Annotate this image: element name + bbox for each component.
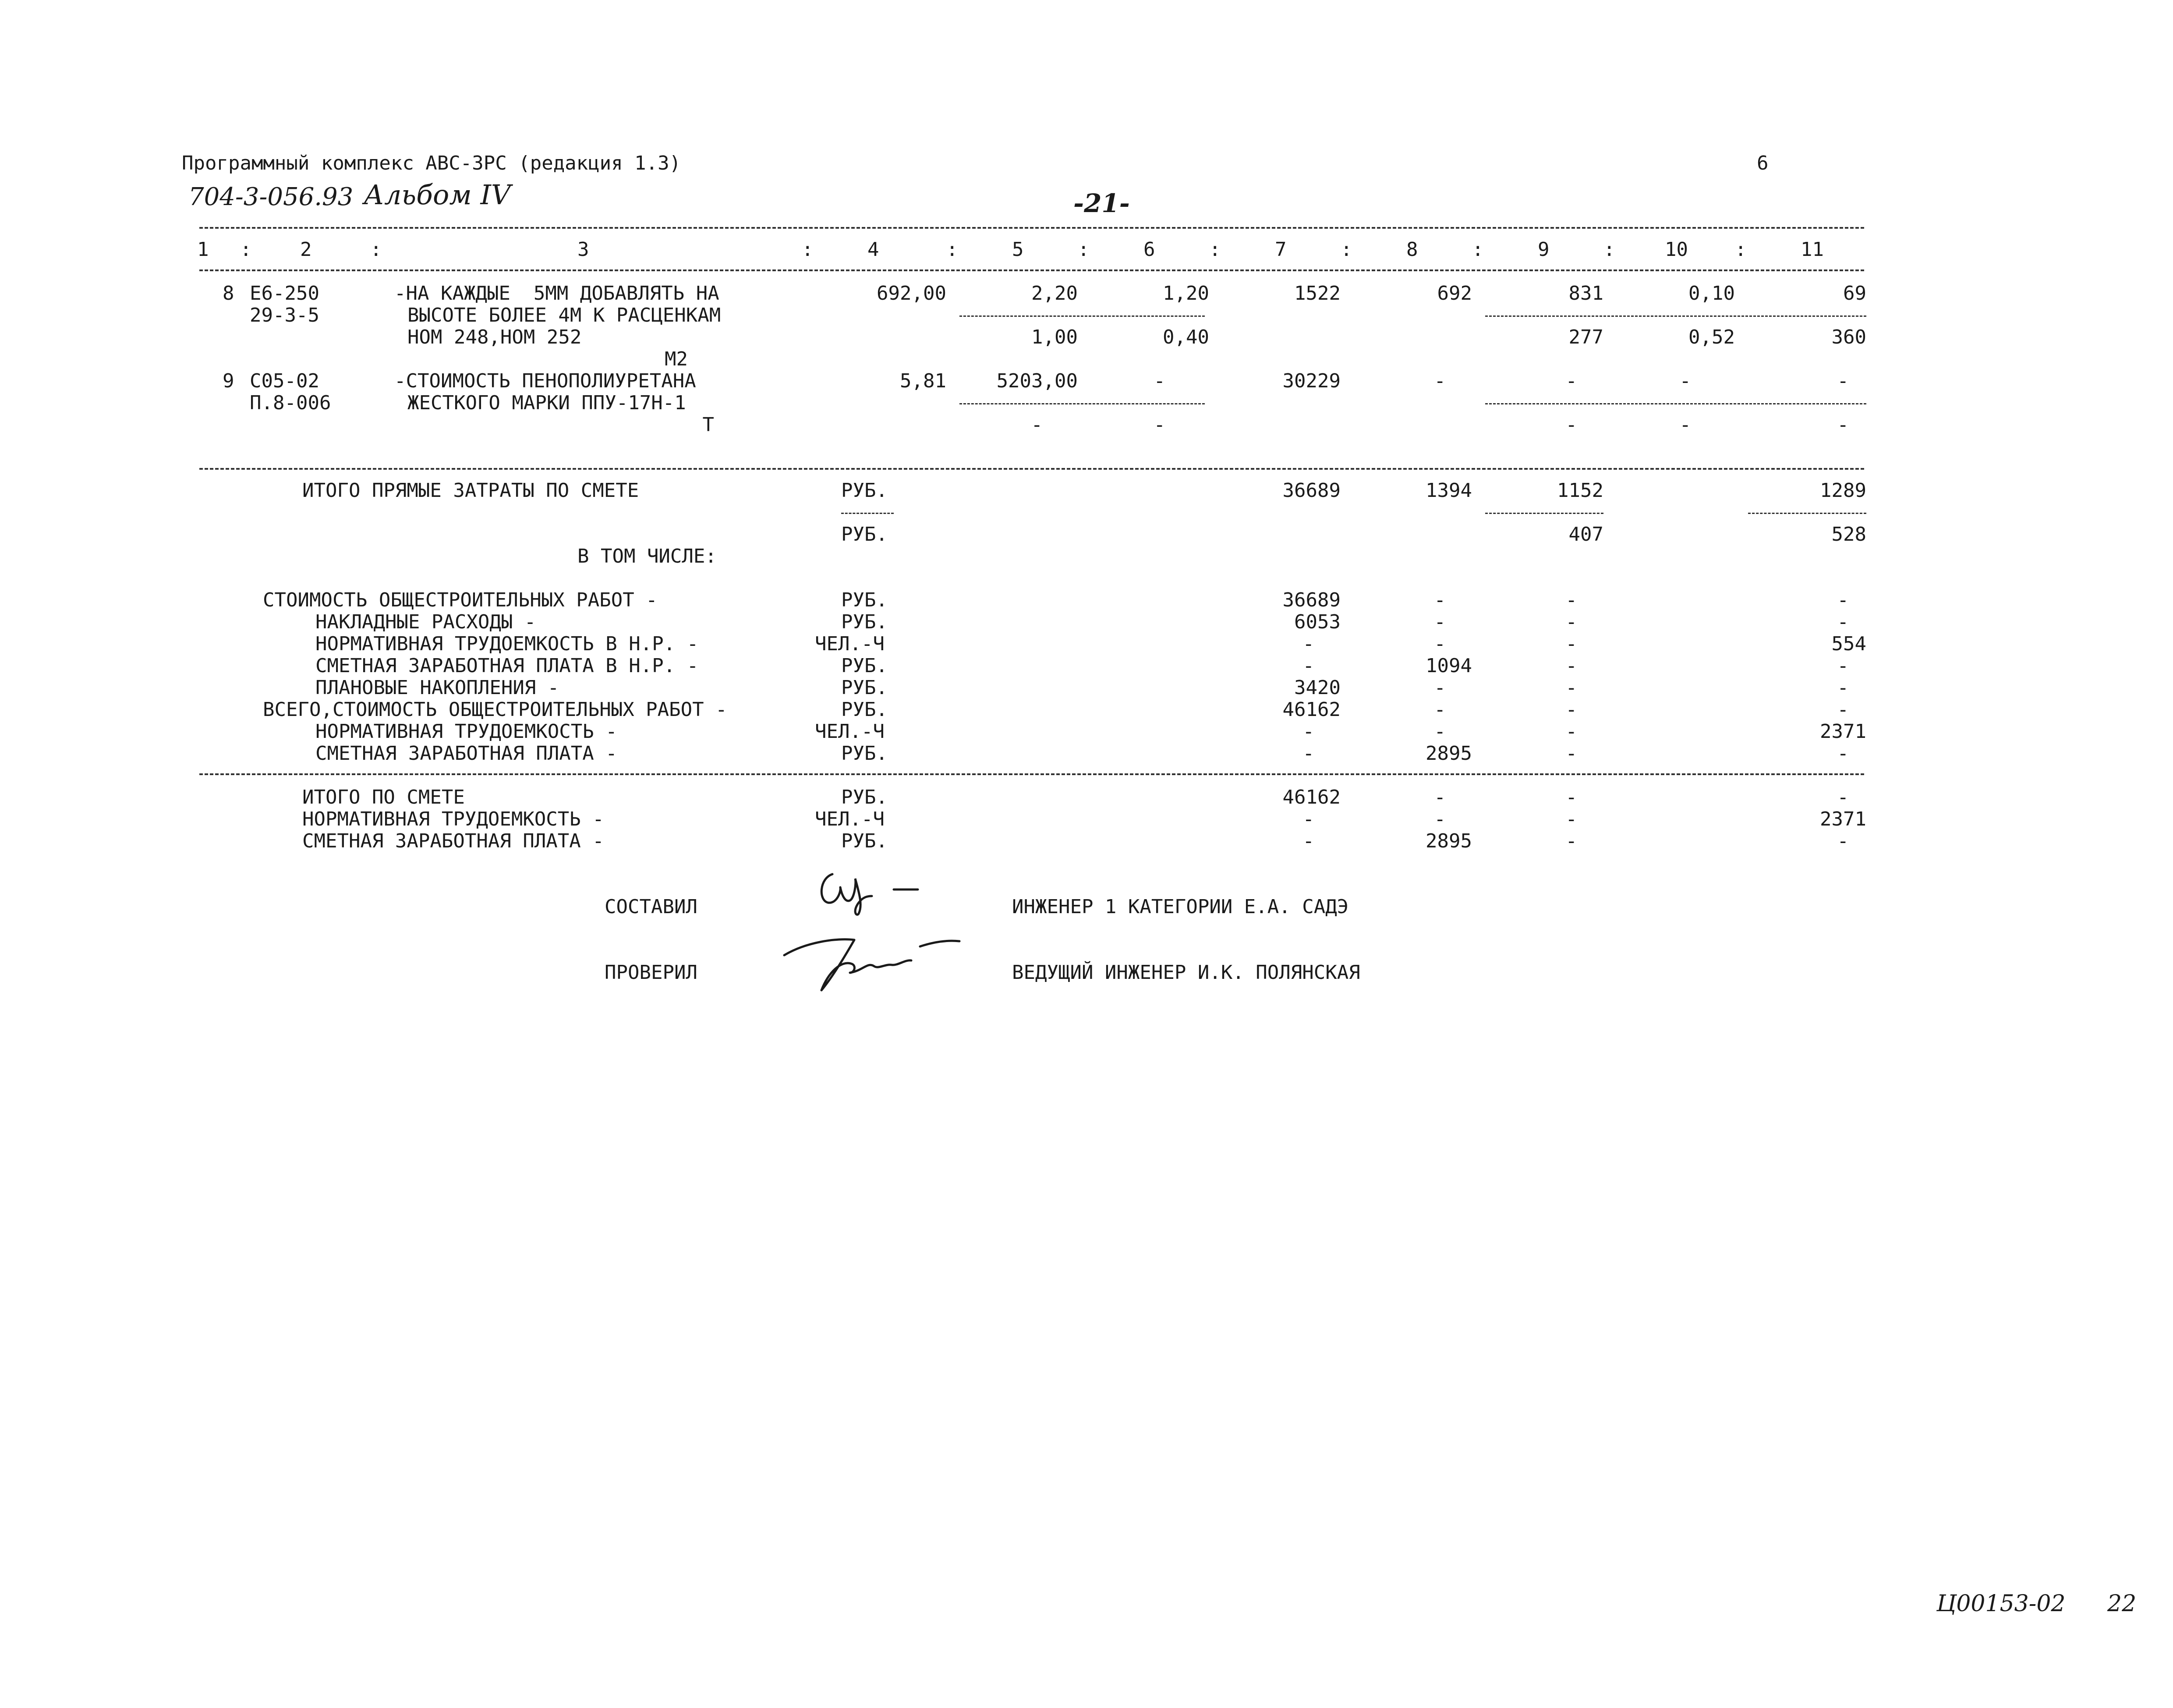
- checked-label: ПРОВЕРИЛ: [605, 961, 697, 984]
- line-col7: -: [1302, 720, 1314, 743]
- cell-col6: -: [1154, 370, 1165, 392]
- total-col7: 36689: [1282, 479, 1341, 502]
- section-rule: [199, 773, 1864, 775]
- final-label: СМЕТНАЯ ЗАРАБОТНАЯ ПЛАТА -: [302, 830, 604, 852]
- final-col11: 2371: [1820, 808, 1866, 830]
- sub-rule: [1485, 315, 1866, 317]
- line-col8: 1094: [1426, 655, 1472, 677]
- cell-col10-sub: 0,52: [1688, 326, 1735, 348]
- final-col11: -: [1837, 786, 1849, 808]
- sub-rule: [959, 315, 1205, 317]
- col-header-10: 10: [1665, 238, 1688, 261]
- col-sep: :: [1472, 238, 1484, 261]
- cell-col10: 0,10: [1688, 282, 1735, 305]
- cell-col11: 69: [1843, 282, 1866, 305]
- cell-col6-sub: 0,40: [1163, 326, 1209, 348]
- total-col9: 1152: [1557, 479, 1603, 502]
- line-col9: -: [1565, 633, 1577, 655]
- signature-checked: [780, 929, 964, 995]
- line-col7: -: [1302, 655, 1314, 677]
- album-label: Альбом IV: [364, 179, 511, 211]
- line-label: НАКЛАДНЫЕ РАСХОДЫ -: [315, 611, 536, 633]
- line-col11: -: [1837, 742, 1849, 765]
- line-col9: -: [1565, 742, 1577, 765]
- final-unit: РУБ.: [841, 786, 888, 808]
- col-sep: :: [1078, 238, 1090, 261]
- line-col8: 2895: [1426, 742, 1472, 765]
- line-col7: 3420: [1294, 677, 1341, 699]
- sub-rule: [841, 513, 894, 514]
- including-heading: В ТОМ ЧИСЛЕ:: [577, 545, 717, 567]
- row-code-sub: П.8-006: [250, 392, 331, 414]
- line-col7: 46162: [1282, 698, 1341, 721]
- cell-col5: 2,20: [1031, 282, 1078, 305]
- line-col9: -: [1565, 677, 1577, 699]
- header-rule-top: [199, 227, 1864, 229]
- col-sep: :: [1603, 238, 1615, 261]
- total-col11: 1289: [1820, 479, 1866, 502]
- final-col9: -: [1565, 830, 1577, 852]
- line-label: НОРМАТИВНАЯ ТРУДОЕМКОСТЬ В Н.Р. -: [315, 633, 699, 655]
- line-unit: ЧЕЛ.-Ч: [815, 633, 885, 655]
- row-code-sub: 29-3-5: [250, 304, 319, 326]
- final-col7: 46162: [1282, 786, 1341, 808]
- line-col8: -: [1434, 589, 1446, 611]
- final-col7: -: [1302, 830, 1314, 852]
- col-header-8: 8: [1406, 238, 1418, 261]
- line-unit: РУБ.: [841, 589, 888, 611]
- final-col9: -: [1565, 808, 1577, 830]
- total-unit: РУБ.: [841, 479, 888, 502]
- line-label: СТОИМОСТЬ ОБЩЕСТРОИТЕЛЬНЫХ РАБОТ -: [263, 589, 658, 611]
- sub-rule: [1485, 513, 1603, 514]
- total-col9-sub: 407: [1568, 523, 1603, 546]
- line-col11: 554: [1831, 633, 1866, 655]
- cell-col8: 692: [1437, 282, 1472, 305]
- cell-col10: -: [1679, 370, 1691, 392]
- line-unit: РУБ.: [841, 677, 888, 699]
- row-description: ВЫСОТЕ БОЛЕЕ 4М К РАСЦЕНКАМ: [407, 304, 721, 326]
- total-unit-sub: РУБ.: [841, 523, 888, 546]
- cell-col5-sub: -: [1031, 414, 1043, 436]
- col-header-6: 6: [1143, 238, 1155, 261]
- row-number: 8: [223, 282, 234, 305]
- cell-col5-sub: 1,00: [1031, 326, 1078, 348]
- final-label: НОРМАТИВНАЯ ТРУДОЕМКОСТЬ -: [302, 808, 604, 830]
- row-unit: М2: [665, 348, 688, 370]
- line-unit: РУБ.: [841, 611, 888, 633]
- total-label: ИТОГО ПРЯМЫЕ ЗАТРАТЫ ПО СМЕТЕ: [302, 479, 639, 502]
- section-rule: [199, 468, 1864, 470]
- line-unit: РУБ.: [841, 655, 888, 677]
- cell-col4: 692,00: [877, 282, 946, 305]
- line-col7: -: [1302, 742, 1314, 765]
- col-header-2: 2: [300, 238, 312, 261]
- col-header-1: 1: [197, 238, 209, 261]
- line-col9: -: [1565, 589, 1577, 611]
- row-code: Е6-250: [250, 282, 319, 305]
- compiled-label: СОСТАВИЛ: [605, 896, 697, 918]
- final-unit: ЧЕЛ.-Ч: [815, 808, 885, 830]
- final-col8: -: [1434, 808, 1446, 830]
- line-unit: ЧЕЛ.-Ч: [815, 720, 885, 743]
- col-sep: :: [370, 238, 382, 261]
- cell-col10-sub: -: [1679, 414, 1691, 436]
- cell-col9-sub: 277: [1568, 326, 1603, 348]
- row-description: -СТОИМОСТЬ ПЕНОПОЛИУРЕТАНА: [394, 370, 696, 392]
- cell-col9: 831: [1568, 282, 1603, 305]
- line-col9: -: [1565, 655, 1577, 677]
- col-sep: :: [1209, 238, 1221, 261]
- line-col11: -: [1837, 655, 1849, 677]
- line-col9: -: [1565, 611, 1577, 633]
- cell-col5: 5203,00: [996, 370, 1078, 392]
- row-unit: Т: [702, 414, 714, 436]
- line-label: СМЕТНАЯ ЗАРАБОТНАЯ ПЛАТА В Н.Р. -: [315, 655, 699, 677]
- cell-col9-sub: -: [1565, 414, 1577, 436]
- cell-col11-sub: 360: [1831, 326, 1866, 348]
- header-rule-bottom: [199, 269, 1864, 271]
- col-sep: :: [946, 238, 958, 261]
- row-code: С05-02: [250, 370, 319, 392]
- cell-col9: -: [1565, 370, 1577, 392]
- line-col8: -: [1434, 611, 1446, 633]
- cell-col7: 30229: [1282, 370, 1341, 392]
- sheet-number: -21-: [1073, 188, 1130, 218]
- line-col11: 2371: [1820, 720, 1866, 743]
- col-header-9: 9: [1538, 238, 1550, 261]
- col-header-3: 3: [577, 238, 589, 261]
- line-col8: -: [1434, 633, 1446, 655]
- cell-col11: -: [1837, 370, 1849, 392]
- compiled-by: ИНЖЕНЕР 1 КАТЕГОРИИ Е.А. САДЭ: [1012, 896, 1349, 918]
- final-col7: -: [1302, 808, 1314, 830]
- final-col8: -: [1434, 786, 1446, 808]
- doc-code: Ц00153-02: [1936, 1591, 2066, 1617]
- final-label: ИТОГО ПО СМЕТЕ: [302, 786, 465, 808]
- line-col9: -: [1565, 698, 1577, 721]
- final-col9: -: [1565, 786, 1577, 808]
- cell-col8: -: [1434, 370, 1446, 392]
- cell-col4: 5,81: [900, 370, 946, 392]
- signature-compiled: [815, 865, 929, 918]
- line-col7: -: [1302, 633, 1314, 655]
- line-col8: -: [1434, 698, 1446, 721]
- sub-rule: [959, 403, 1205, 404]
- program-name: Программный комплекс АВС-3РС (редакция 1.3): [182, 152, 681, 174]
- row-description: -НА КАЖДЫЕ 5ММ ДОБАВЛЯТЬ НА: [394, 282, 719, 305]
- total-col11-sub: 528: [1831, 523, 1866, 546]
- album-code: 704-3-056.93: [188, 183, 354, 211]
- line-col7: 6053: [1294, 611, 1341, 633]
- sheet-index: 22: [2107, 1591, 2137, 1617]
- line-label: НОРМАТИВНАЯ ТРУДОЕМКОСТЬ -: [315, 720, 617, 743]
- line-col8: -: [1434, 720, 1446, 743]
- col-header-4: 4: [867, 238, 879, 261]
- col-header-5: 5: [1012, 238, 1024, 261]
- line-col8: -: [1434, 677, 1446, 699]
- cell-col11-sub: -: [1837, 414, 1849, 436]
- col-sep: :: [1735, 238, 1747, 261]
- line-label: ВСЕГО,СТОИМОСТЬ ОБЩЕСТРОИТЕЛЬНЫХ РАБОТ -: [263, 698, 727, 721]
- cell-col6-sub: -: [1154, 414, 1165, 436]
- col-header-11: 11: [1801, 238, 1824, 261]
- line-col11: -: [1837, 589, 1849, 611]
- cell-col7: 1522: [1294, 282, 1341, 305]
- row-number: 9: [223, 370, 234, 392]
- line-label: СМЕТНАЯ ЗАРАБОТНАЯ ПЛАТА -: [315, 742, 617, 765]
- row-description: ЖЕСТКОГО МАРКИ ППУ-17Н-1: [407, 392, 686, 414]
- line-col11: -: [1837, 677, 1849, 699]
- final-col8: 2895: [1426, 830, 1472, 852]
- line-col7: 36689: [1282, 589, 1341, 611]
- line-col11: -: [1837, 611, 1849, 633]
- col-sep: :: [240, 238, 252, 261]
- line-unit: РУБ.: [841, 698, 888, 721]
- line-unit: РУБ.: [841, 742, 888, 765]
- sub-rule: [1485, 403, 1866, 404]
- final-unit: РУБ.: [841, 830, 888, 852]
- line-label: ПЛАНОВЫЕ НАКОПЛЕНИЯ -: [315, 677, 559, 699]
- col-sep: :: [1341, 238, 1352, 261]
- line-col9: -: [1565, 720, 1577, 743]
- col-sep: :: [802, 238, 814, 261]
- row-description: НОМ 248,НОМ 252: [407, 326, 582, 348]
- line-col11: -: [1837, 698, 1849, 721]
- final-col11: -: [1837, 830, 1849, 852]
- total-col8: 1394: [1426, 479, 1472, 502]
- checked-by: ВЕДУЩИЙ ИНЖЕНЕР И.К. ПОЛЯНСКАЯ: [1012, 961, 1360, 984]
- sub-rule: [1748, 513, 1866, 514]
- page-number: 6: [1757, 152, 1769, 174]
- col-header-7: 7: [1275, 238, 1287, 261]
- cell-col6: 1,20: [1163, 282, 1209, 305]
